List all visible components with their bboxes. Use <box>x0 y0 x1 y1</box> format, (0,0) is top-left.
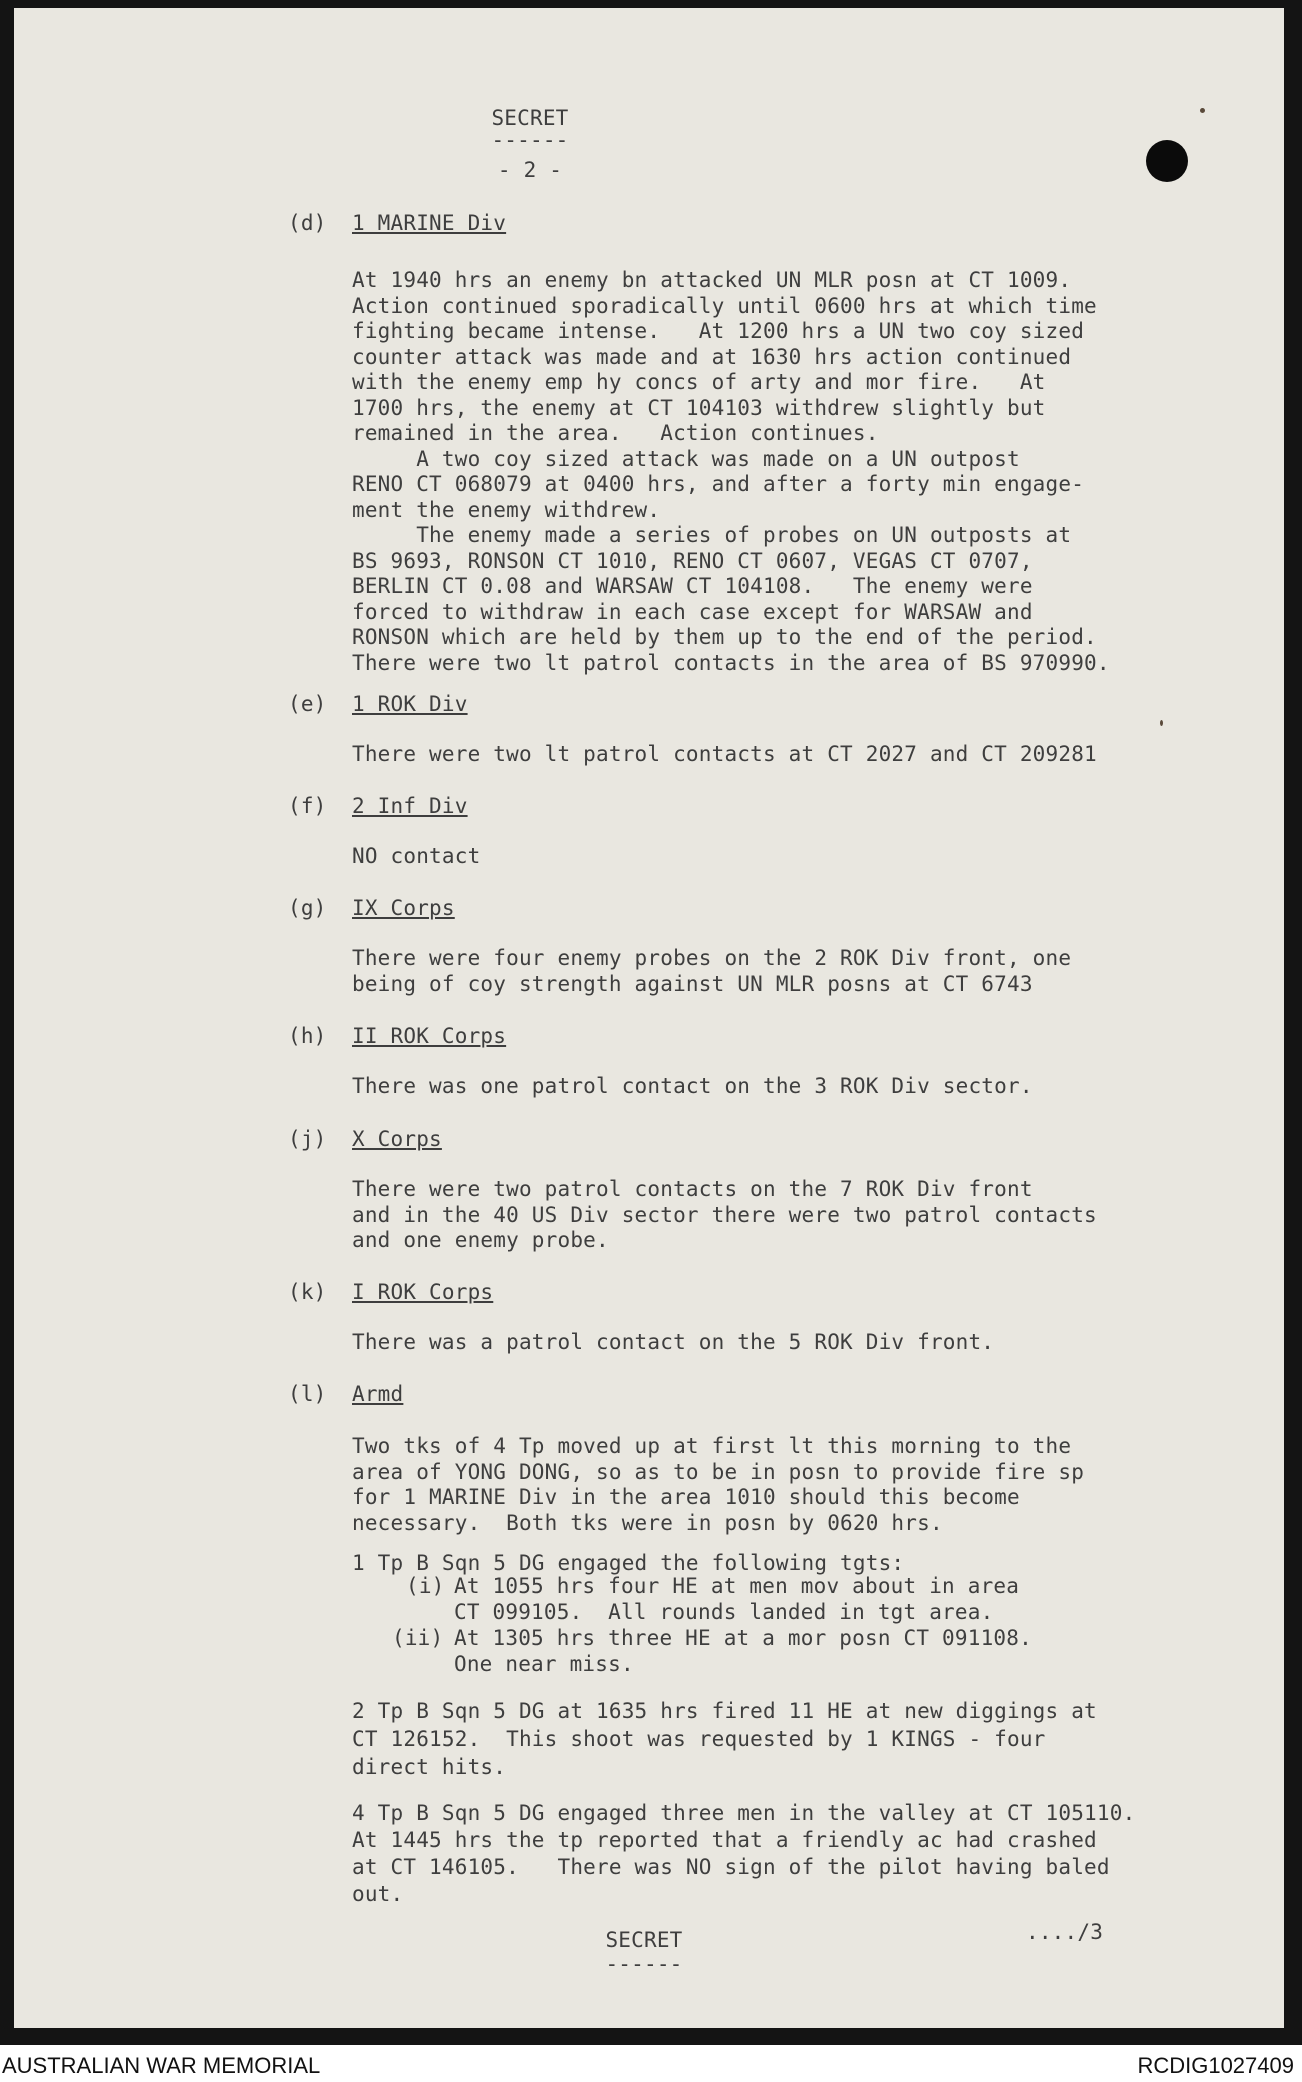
text-line: fighting became intense. At 1200 hrs a UN two coy sized <box>352 319 1085 343</box>
section-title: IX Corps <box>352 896 455 920</box>
text-line: A two coy sized attack was made on a UN outpost <box>352 446 1020 471</box>
text-line: counter attack was made and at 1630 hrs action continued <box>352 344 1072 369</box>
archive-name: AUSTRALIAN WAR MEMORIAL <box>2 2053 321 2078</box>
section-title: II ROK Corps <box>352 1024 507 1048</box>
archive-id: RCDIG1027409 <box>1137 2053 1294 2078</box>
text-line: area of YONG DONG, so as to be in posn to provide fire sp <box>352 1459 1085 1484</box>
header-rule: ------ <box>491 128 569 152</box>
section-label: (l) <box>288 1382 327 1406</box>
text-line: There was one patrol contact on the 3 ROK Div sector. <box>352 1074 1033 1098</box>
section-body <box>352 946 1071 997</box>
text-line: direct hits. <box>352 1755 507 1779</box>
text-line: One near miss. <box>454 1651 634 1676</box>
text-line: There were two lt patrol contacts at CT 2027 and CT 209281 <box>352 742 1097 766</box>
armd-paragraph-3 <box>352 1800 1135 1908</box>
text-line: remained in the area. Action continues. <box>352 421 879 445</box>
section-title: Armd <box>352 1382 404 1406</box>
ink-speck <box>1200 108 1205 113</box>
text-line: There were two patrol contacts on the 7 ROK Div front <box>352 1177 1033 1201</box>
text-line: and in the 40 US Div sector there were two patrol contacts <box>352 1202 1097 1227</box>
section-body <box>352 1074 1033 1100</box>
continuation-marker: ..../3 <box>1026 1920 1104 1944</box>
section-body <box>352 844 480 870</box>
section-title: 1 MARINE Div <box>352 211 507 235</box>
item-body <box>454 1574 1019 1625</box>
text-line: ment the enemy withdrew. <box>352 497 661 522</box>
item-number: (i) <box>406 1574 445 1598</box>
item-body <box>454 1626 1032 1677</box>
ink-speck <box>1160 720 1163 726</box>
text-line: CT 099105. All rounds landed in tgt area. <box>454 1599 994 1624</box>
header-classification: SECRET <box>491 106 569 130</box>
section-body <box>352 1330 994 1356</box>
text-line: RENO CT 068079 at 0400 hrs, and after a forty min engage- <box>352 472 1085 496</box>
text-line: At 1055 hrs four HE at men mov about in area <box>454 1574 1020 1598</box>
section-body <box>352 742 1097 768</box>
text-line: and one enemy probe. <box>352 1228 609 1252</box>
archive-bar <box>0 2045 1302 2082</box>
armd-paragraph-2 <box>352 1697 1097 1781</box>
text-line: necessary. Both tks were in posn by 0620 hrs. <box>352 1510 943 1535</box>
text-line: There were two lt patrol contacts in the area of BS 970990. <box>352 650 1110 675</box>
text-line: for 1 MARINE Div in the area 1010 should this become <box>352 1485 1020 1509</box>
section-label: (g) <box>288 896 327 920</box>
text-line: Two tks of 4 Tp moved up at first lt this morning to the <box>352 1434 1072 1458</box>
text-line: BS 9693, RONSON CT 1010, RENO CT 0607, VEGAS CT 0707, <box>352 548 1033 573</box>
section-body <box>352 1177 1097 1254</box>
text-line: BERLIN CT 0.08 and WARSAW CT 104108. The enemy were <box>352 574 1033 598</box>
text-line: 4 Tp B Sqn 5 DG engaged three men in the valley at CT 105110. <box>352 1801 1136 1825</box>
section-body <box>352 268 1110 676</box>
text-line: being of coy strength against UN MLR posns at CT 6743 <box>352 971 1033 996</box>
section-label: (e) <box>288 692 327 716</box>
text-line: RONSON which are held by them up to the end of the period. <box>352 625 1097 649</box>
section-title: X Corps <box>352 1127 442 1151</box>
section-title: 1 ROK Div <box>352 692 468 716</box>
page-number: - 2 - <box>497 158 563 182</box>
text-line: 1700 hrs, the enemy at CT 104103 withdrew slightly but <box>352 395 1046 420</box>
text-line: At 1305 hrs three HE at a mor posn CT 091108. <box>454 1626 1032 1650</box>
text-line: There were four enemy probes on the 2 ROK Div front, one <box>352 946 1072 970</box>
text-line: CT 126152. This shoot was requested by 1 KINGS - four <box>352 1727 1046 1751</box>
section-body <box>352 1434 1084 1536</box>
armd-intro: 1 Tp B Sqn 5 DG engaged the following tgts: <box>352 1551 905 1575</box>
item-number: (ii) <box>392 1626 444 1650</box>
footer-classification: SECRET <box>605 1928 683 1952</box>
document-page <box>14 8 1284 2028</box>
section-title: I ROK Corps <box>352 1280 494 1304</box>
text-line: with the enemy emp hy concs of arty and mor fire. At <box>352 370 1046 394</box>
text-line: forced to withdraw in each case except for WARSAW and <box>352 599 1033 624</box>
text-line: NO contact <box>352 844 481 868</box>
text-line: The enemy made a series of probes on UN outposts at <box>352 523 1072 547</box>
text-line: Action continued sporadically until 0600 hrs at which time <box>352 293 1097 318</box>
text-line: at CT 146105. There was NO sign of the pilot having baled <box>352 1855 1110 1879</box>
section-title: 2 Inf Div <box>352 794 468 818</box>
text-line: 2 Tp B Sqn 5 DG at 1635 hrs fired 11 HE at new diggings at <box>352 1699 1097 1723</box>
text-line: There was a patrol contact on the 5 ROK Div front. <box>352 1330 995 1354</box>
text-line: At 1940 hrs an enemy bn attacked UN MLR posn at CT 1009. <box>352 268 1072 292</box>
text-line: At 1445 hrs the tp reported that a friendly ac had crashed <box>352 1828 1097 1852</box>
footer-rule: ------ <box>605 1952 683 1976</box>
section-label: (j) <box>288 1127 327 1151</box>
section-label: (f) <box>288 794 327 818</box>
section-label: (d) <box>288 211 327 235</box>
section-label: (k) <box>288 1280 327 1304</box>
punch-hole <box>1146 140 1188 182</box>
section-label: (h) <box>288 1024 327 1048</box>
text-line: out. <box>352 1882 404 1906</box>
